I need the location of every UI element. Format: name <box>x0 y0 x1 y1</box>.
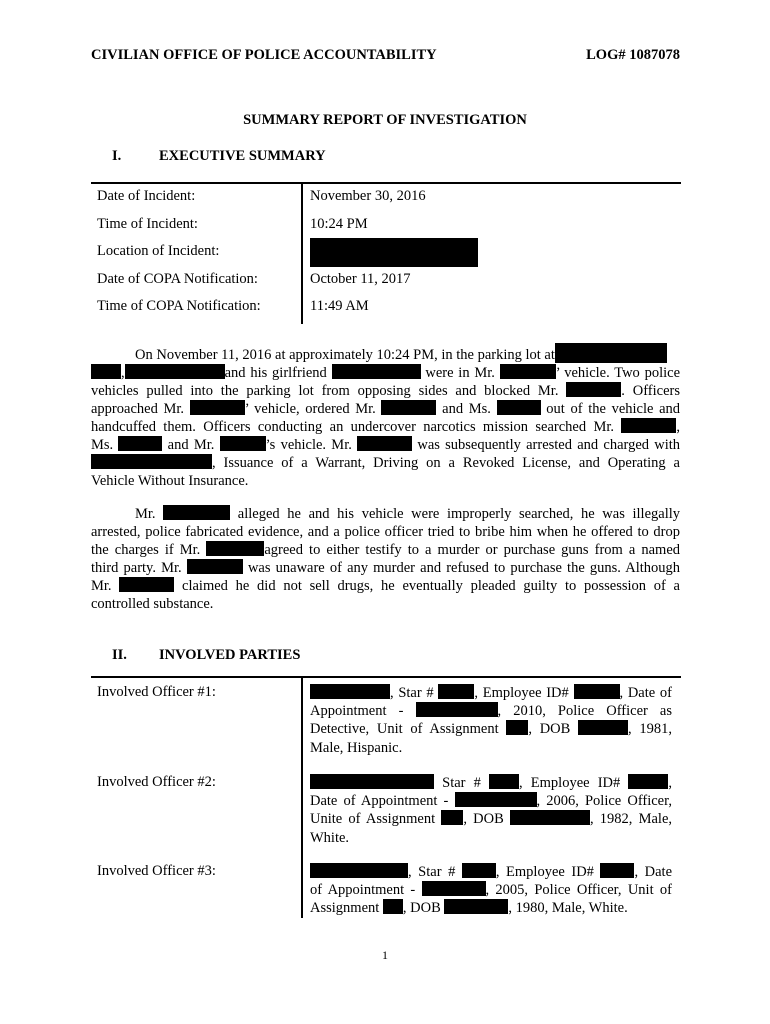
redaction-bar <box>500 364 556 379</box>
text: out of the vehicle and <box>546 401 681 417</box>
text: ’s vehicle. Mr. <box>265 437 352 453</box>
incident-table <box>91 182 681 322</box>
redaction-bar <box>422 881 486 896</box>
text: On November 11, 2016 at approximately 10:24 PM, in the parking lot at <box>135 347 555 363</box>
text: Ms. <box>91 437 114 453</box>
text: approached Mr. <box>91 401 185 417</box>
redaction-bar <box>91 364 121 379</box>
section-heading-involved-parties <box>112 647 300 664</box>
row-value: November 30, 2016 <box>310 188 426 204</box>
text: , Star # <box>408 864 456 880</box>
text: claimed he did not sell drugs, he eventually pleaded guilty to possession of a <box>182 578 680 594</box>
redaction-bar <box>489 774 519 789</box>
page-number: 1 <box>382 948 388 962</box>
text: and Mr. <box>167 437 215 453</box>
redaction-bar <box>381 400 436 415</box>
text: Male, Hispanic. <box>310 739 403 756</box>
text: , DOB <box>528 721 571 738</box>
redaction-bar <box>119 577 174 592</box>
redaction-bar <box>91 454 212 469</box>
redaction-bar <box>118 436 162 451</box>
row-value-redacted <box>310 238 478 270</box>
text: , <box>668 775 673 791</box>
header-agency: CIVILIAN OFFICE OF POLICE ACCOUNTABILITY <box>91 47 437 63</box>
text: third party. Mr. <box>91 560 182 576</box>
officer-details <box>310 684 672 757</box>
section-number: II. <box>112 647 127 663</box>
text: of Appointment - <box>310 882 416 899</box>
header-log-number: LOG# 1087078 <box>586 47 680 63</box>
redaction-bar <box>455 792 537 807</box>
text: , 1982, Male, <box>589 811 673 828</box>
section-label: EXECUTIVE SUMMARY <box>159 148 326 164</box>
text: was subsequently arrested and charged with <box>417 437 681 453</box>
table-row <box>91 267 681 295</box>
text: controlled substance. <box>91 596 214 612</box>
redaction-bar <box>190 400 245 415</box>
text: , Date <box>634 864 673 880</box>
text: Date of Appointment - <box>310 793 449 810</box>
redaction-bar <box>444 899 508 914</box>
table-row <box>91 212 681 240</box>
section-label: INVOLVED PARTIES <box>159 647 301 663</box>
text: Vehicle Without Insurance. <box>91 473 249 489</box>
text: , Issuance of a Warrant, Driving on a Revoked License, and Operating a <box>212 455 680 471</box>
text: , Employee ID# <box>495 864 594 880</box>
text: Detective, Unit of Assignment <box>310 721 499 738</box>
redaction-bar <box>628 774 668 789</box>
redaction-bar <box>462 863 496 878</box>
text: , Employee ID# <box>474 685 569 701</box>
redaction-bar <box>125 364 225 379</box>
executive-summary-paragraph-1 <box>91 343 680 490</box>
text: handcuffed them. Officers conducting an undercover narcotics mission searched Mr. <box>91 419 615 435</box>
redaction-bar <box>416 702 498 717</box>
involved-parties-table <box>91 676 681 917</box>
redaction-bar <box>383 899 403 914</box>
redaction-bar <box>187 559 243 574</box>
text: , 1980, Male, White. <box>508 900 628 917</box>
redaction-bar <box>357 436 412 451</box>
redaction-bar <box>510 810 590 825</box>
officer-details <box>310 774 672 847</box>
row-label: Time of Incident: <box>97 215 198 232</box>
officer-label: Involved Officer #2: <box>97 774 216 790</box>
redaction-bar <box>220 436 266 451</box>
redaction-bar <box>310 238 478 267</box>
text: , Date of <box>619 685 673 701</box>
officer-entry-3 <box>91 857 681 917</box>
redaction-bar <box>574 684 620 699</box>
report-title: SUMMARY REPORT OF INVESTIGATION <box>243 112 527 128</box>
officer-entry-2 <box>91 768 681 857</box>
row-label: Time of COPA Notification: <box>97 298 261 315</box>
redaction-bar <box>332 364 421 379</box>
text: , Employee ID# <box>519 775 621 791</box>
redaction-bar <box>566 382 621 397</box>
executive-summary-paragraph-2 <box>91 505 680 613</box>
text: , 2010, Police Officer as <box>497 703 672 720</box>
redaction-bar <box>506 720 528 735</box>
text: Unite of Assignment <box>310 811 436 828</box>
text: ’ vehicle. Two police <box>555 365 681 381</box>
table-row <box>91 239 681 267</box>
officer-label: Involved Officer #1: <box>97 684 216 700</box>
redaction-bar <box>310 863 408 878</box>
section-number: I. <box>112 148 122 164</box>
text: arrested, police fabricated evidence, and a police officer tried to bribe him when he offered to drop <box>91 524 680 540</box>
redaction-bar <box>578 720 628 735</box>
table-row <box>91 294 681 322</box>
redaction-bar <box>163 505 230 520</box>
row-label: Date of Incident: <box>97 188 196 204</box>
text: alleged he and his vehicle were improperly searched, he was illegally <box>237 506 680 522</box>
redaction-bar <box>497 400 541 415</box>
text: . Officers <box>621 383 680 399</box>
text: , Star # <box>390 685 434 701</box>
redaction-bar <box>438 684 474 699</box>
text: and Ms. <box>442 401 491 417</box>
row-label: Date of COPA Notification: <box>97 270 258 287</box>
row-label: Location of Incident: <box>97 243 220 260</box>
text: Mr. <box>91 578 112 594</box>
text: vehicles pulled into the parking lot from opposing sides and blocked Mr. <box>91 383 559 399</box>
redaction-bar <box>310 684 390 699</box>
table-row <box>91 184 681 212</box>
officer-label: Involved Officer #3: <box>97 863 216 879</box>
redaction-bar <box>600 863 634 878</box>
redaction-bar <box>206 541 264 556</box>
text: Assignment <box>310 900 380 917</box>
text: , 2005, Police Officer, Unit of <box>485 882 672 899</box>
text: were in Mr. <box>425 365 495 381</box>
section-heading-executive-summary <box>112 148 326 165</box>
text: agreed to either testify to a murder or purchase guns from a named <box>264 542 681 558</box>
text: ’ vehicle, ordered Mr. <box>244 401 376 417</box>
text: , <box>121 365 125 381</box>
redaction-bar <box>310 774 434 789</box>
text: , 2006, Police Officer, <box>536 793 672 810</box>
text: , <box>676 419 681 435</box>
text: Mr. <box>135 506 156 522</box>
redaction-bar <box>555 343 667 363</box>
row-value: October 11, 2017 <box>310 270 411 287</box>
text: , DOB <box>463 811 504 828</box>
text: White. <box>310 829 350 846</box>
text: Appointment - <box>310 703 404 720</box>
text: , 1981, <box>628 721 673 738</box>
redaction-bar <box>441 810 463 825</box>
text: and his girlfriend <box>224 365 327 381</box>
row-value: 10:24 PM <box>310 215 368 232</box>
row-value: 11:49 AM <box>310 298 369 315</box>
text: was unaware of any murder and refused to purchase the guns. Although <box>247 560 681 576</box>
officer-details <box>310 863 672 918</box>
text: , DOB <box>402 900 441 917</box>
text: the charges if Mr. <box>91 542 201 558</box>
text: Star # <box>442 775 481 791</box>
officer-entry-1 <box>91 678 681 768</box>
redaction-bar <box>621 418 676 433</box>
